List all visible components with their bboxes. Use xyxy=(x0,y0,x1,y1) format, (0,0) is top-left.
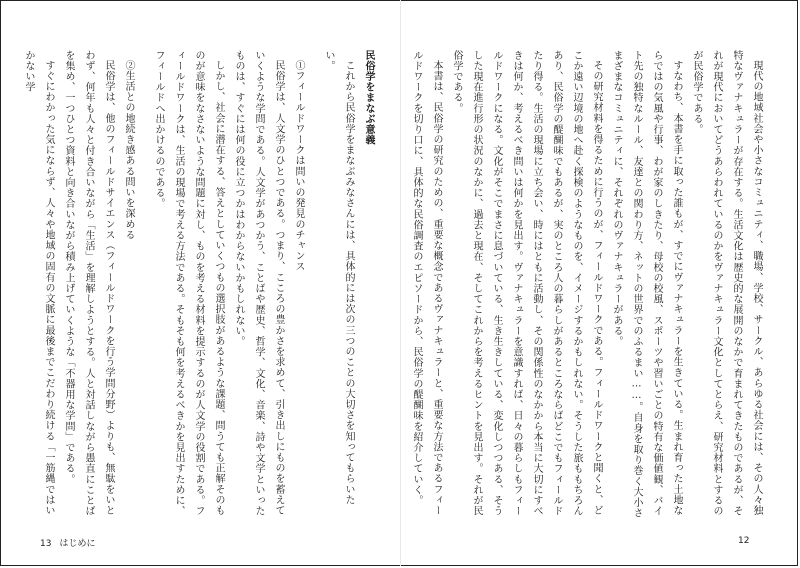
right-paragraph-1: 現代の地域社会や小さなコミュニティ、職場、学校、サークル、あらゆる社会には、その人々独特なヴァナキュラーが存在する。生活文化は歴史的な展開のなかで育まれてきたものであるが、それが現代においてどうあらわれているのかをヴァナキュラー文化としてとらえ、研究材料とするのが民俗学である。 xyxy=(691,50,762,517)
spacer xyxy=(308,50,318,526)
right-page-text xyxy=(411,50,766,526)
right-page-number: 12 xyxy=(738,536,750,546)
left-page-number: 13 xyxy=(40,539,52,549)
left-page-text xyxy=(23,50,378,526)
right-paragraph-4: 本書は、民俗学の研究のための、重要な概念であるヴァナキュラーと、重要な方法であるフィールドワークを切り口に、具体的な民俗調査のエピソードから、民俗学の醍醐味を紹介していく。 xyxy=(411,50,442,516)
item1-paragraph-2: しかし、社会に潜在する、答えとしていくつもの選択肢があるような課題、問うても正解そのものが意味をなさないような問題に対し、ものを考える材料を提示するのが人文学の役割である。フィールドワークは、生活の現場で考える方法である。そもそも何を考えるべきかを見出すために、フィールドへ出かけるのである。 xyxy=(153,50,224,517)
spread-gutter xyxy=(400,0,401,566)
right-paragraph-3: その研究材料を得るために行うのが、フィールドワークである。フィールドワークと聞くと、どこか遠い辺境の地へ赴く探検のようなものを、イメージするかもしれない。そうした旅ももちろんあり、民俗学の醍醐味でもあるが、実のところ人の暮らしがあるところならばどこでもフィールドたり得る。生活の現場に立ち会い、時にはともに活動し、その関係性のなかから本当に大切にすべきは何か、考えるべき問いは何かを見出す。ヴァナキュラーを意識すれば、日々の暮らしもフィールドワークになる。文化がそこでまさに息づいている、生き生きしている、変化しつつある、そうした現在進行形の状況のなかに、過去と現在、そしてこれからを考えるヒントを見出す。それが民俗学である。 xyxy=(451,50,602,517)
item2-paragraph-1: 民俗学は、他のフィールドサイエンス（フィールドワークを行う学問分野）よりも、無駄をいとわず、何年も人々と付き合いながら「生活」を理解しようとする。人と対話しながら愚直にことばを集め、一つひとつ資料と向き合いながら積み上げていくような「不器用な学問」である。 xyxy=(63,50,114,517)
running-head: はじめに xyxy=(59,539,96,549)
item1-heading: ①フィールドワークは問いの発見のチャンス xyxy=(293,60,304,272)
item2-paragraph-2: すぐにわかった気にならず、人々や地域の固有の文脈に最後までこだわり続ける「一筋縄ではいかない学 xyxy=(23,50,54,516)
right-folio xyxy=(738,536,749,546)
left-folio xyxy=(40,536,95,549)
item1-paragraph-1: 民俗学は、人文学のひとつである。つまり、こころの豊かさを求めて、引き出しにものを蓄えていくような学問である。人文学があつかう、ことばや歴史、哲学、文化、音楽、詩や文学といったものは、すぐには何の役に立つかはわからないかもしれない。 xyxy=(233,50,284,517)
intro-paragraph: これから民俗学をまなぶみなさんには、具体的には次の三つのことの大切さを知ってもらいたい。 xyxy=(323,50,354,506)
right-paragraph-2: すなわち、本書を手に取った誰もが、すでにヴァナキュラーを生きている。生まれ育った土地ならではの気風や行事、わが家のしきたり、母校の校風、スポーツや習いごとの特有な価値観、バイト先の独特なルール、友達との関わり方、ネットの世界でのふるまい……。自身を取り巻く大小さまざまなコミュニティに、それぞれのヴァナキュラーがある。 xyxy=(611,50,682,519)
spacer xyxy=(138,50,148,526)
item2-heading: ②生活との地続き感ある問いを深める xyxy=(123,60,134,241)
section-heading: 民俗学をまなぶ意義 xyxy=(363,50,374,146)
